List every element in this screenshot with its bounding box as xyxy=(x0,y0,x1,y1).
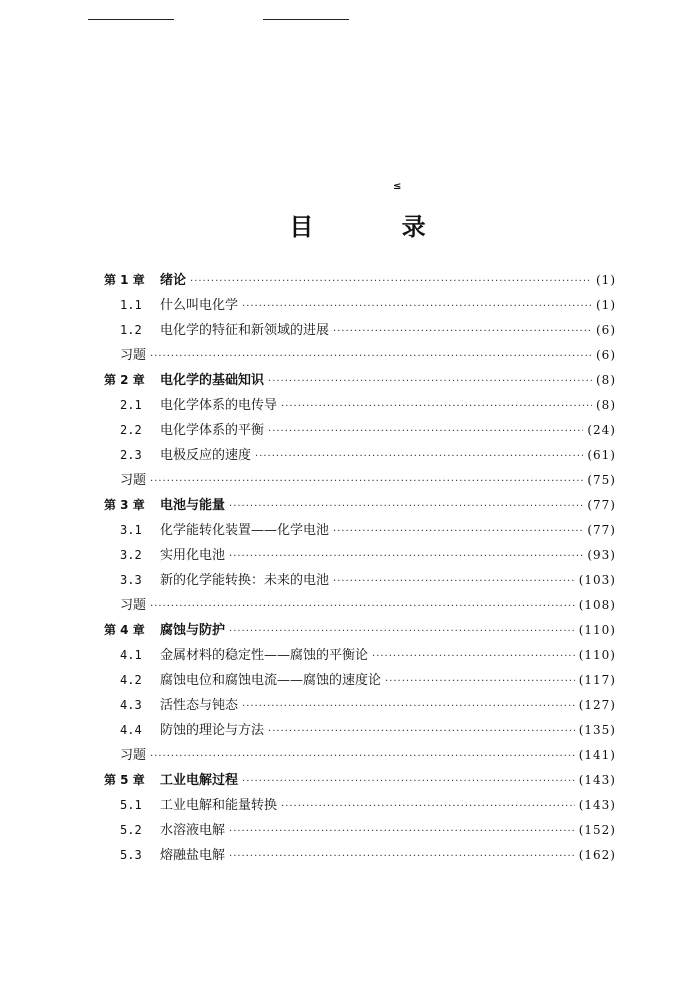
toc-entry-page: (110) xyxy=(578,623,616,637)
toc-leader-dots xyxy=(229,819,575,844)
toc-entry-page: (1) xyxy=(596,273,616,287)
toc-entry-title: 电池与能量 xyxy=(160,498,226,513)
toc-entry-title: 工业电解和能量转换 xyxy=(160,798,278,813)
toc-entry-chapter xyxy=(104,768,616,793)
toc-entry-title: 金属材料的稳定性——腐蚀的平衡论 xyxy=(160,648,369,663)
toc-leader-dots xyxy=(229,544,583,569)
toc-entry-number: 第 2 章 xyxy=(104,373,145,387)
toc-entry-title: 绪论 xyxy=(160,273,187,288)
toc-entry-title: 电化学体系的电传导 xyxy=(160,398,278,413)
toc-entry-page: (152) xyxy=(578,823,616,837)
toc-entry-title: 防蚀的理论与方法 xyxy=(160,723,265,738)
toc-entry-title: 习题 xyxy=(120,748,147,763)
toc-entry-title: 实用化电池 xyxy=(160,548,226,563)
toc-entry-number: 第 3 章 xyxy=(104,498,145,512)
toc-entry-number: 1.2 xyxy=(120,323,142,337)
toc-leader-dots xyxy=(190,269,592,294)
toc-entry-page: (135) xyxy=(578,723,616,737)
toc-leader-dots xyxy=(150,594,575,619)
toc-leader-dots xyxy=(242,769,575,794)
toc-leader-dots xyxy=(229,494,583,519)
toc-entry-page: (143) xyxy=(578,773,616,787)
toc-entry-section xyxy=(104,643,616,668)
toc-entry-title: 活性态与钝态 xyxy=(160,698,239,713)
toc-entry-page: (1) xyxy=(596,298,616,312)
toc-entry-section xyxy=(104,793,616,818)
top-rule-left xyxy=(88,19,174,20)
toc-leader-dots xyxy=(372,644,575,669)
toc-entry-chapter xyxy=(104,618,616,643)
toc-entry-title: 电极反应的速度 xyxy=(160,448,252,463)
toc-entry-title: 工业电解过程 xyxy=(160,773,239,788)
toc-entry-page: (75) xyxy=(587,473,616,487)
toc-entry-chapter xyxy=(104,268,616,293)
toc-entry-chapter xyxy=(104,493,616,518)
toc-entry-page: (77) xyxy=(587,498,616,512)
print-mark: ≤ xyxy=(393,181,402,192)
toc-entry-section xyxy=(104,568,616,593)
toc-leader-dots xyxy=(268,419,583,444)
toc-entry-title: 腐蚀电位和腐蚀电流——腐蚀的速度论 xyxy=(160,673,382,688)
toc-leader-dots xyxy=(255,444,583,469)
toc-leader-dots xyxy=(229,619,575,644)
toc-leader-dots xyxy=(333,319,592,344)
toc-entry-page: (162) xyxy=(578,848,616,862)
toc-entry-section xyxy=(104,418,616,443)
toc-entry-title: 化学能转化装置——化学电池 xyxy=(160,523,330,538)
toc-entry-number: 3.1 xyxy=(120,523,142,537)
toc-entry-number: 4.4 xyxy=(120,723,142,737)
toc-leader-dots xyxy=(385,669,575,694)
toc-entry-page: (24) xyxy=(587,423,616,437)
toc-entry-section xyxy=(104,443,616,468)
toc-entry-number: 4.1 xyxy=(120,648,142,662)
toc-leader-dots xyxy=(229,844,575,869)
toc-entry-number: 4.2 xyxy=(120,673,142,687)
toc-entry-section xyxy=(104,718,616,743)
page-title: 目 录 xyxy=(289,213,466,241)
toc-entry-title: 习题 xyxy=(120,473,147,488)
toc-entry-page: (8) xyxy=(596,398,616,412)
toc-entry-title: 电化学的基础知识 xyxy=(160,373,265,388)
toc-entry-number: 第 4 章 xyxy=(104,623,145,637)
toc-leader-dots xyxy=(281,794,575,819)
toc-entry-title: 习题 xyxy=(120,598,147,613)
toc-entry-page: (93) xyxy=(587,548,616,562)
toc-entry-page: (8) xyxy=(596,373,616,387)
toc-entry-number: 3.2 xyxy=(120,548,142,562)
toc-entry-title: 习题 xyxy=(120,348,147,363)
toc-entry-section xyxy=(104,518,616,543)
toc-entry-page: (103) xyxy=(578,573,616,587)
toc-entry-page: (77) xyxy=(587,523,616,537)
toc-entry-title: 腐蚀与防护 xyxy=(160,623,226,638)
toc-entry-page: (61) xyxy=(587,448,616,462)
toc-entry-exercise xyxy=(104,468,616,493)
toc-leader-dots xyxy=(333,569,575,594)
toc-entry-section xyxy=(104,393,616,418)
toc-entry-section xyxy=(104,818,616,843)
toc-leader-dots xyxy=(268,719,575,744)
toc-entry-number: 3.3 xyxy=(120,573,142,587)
toc-entry-number: 第 5 章 xyxy=(104,773,145,787)
toc-leader-dots xyxy=(281,394,592,419)
toc-entry-section xyxy=(104,843,616,868)
toc-leader-dots xyxy=(242,294,592,319)
toc-entry-chapter xyxy=(104,368,616,393)
toc-entry-number: 5.3 xyxy=(120,848,142,862)
toc-leader-dots xyxy=(268,369,592,394)
toc-entry-number: 第 1 章 xyxy=(104,273,145,287)
toc-leader-dots xyxy=(150,744,575,769)
toc-entry-section xyxy=(104,668,616,693)
toc-entry-number: 2.3 xyxy=(120,448,142,462)
toc-leader-dots xyxy=(333,519,583,544)
toc-entry-number: 2.1 xyxy=(120,398,142,412)
toc-entry-page: (141) xyxy=(578,748,616,762)
toc-entry-page: (127) xyxy=(578,698,616,712)
toc-entry-page: (143) xyxy=(578,798,616,812)
toc-leader-dots xyxy=(242,694,575,719)
toc-entry-page: (6) xyxy=(596,348,616,362)
toc-entry-title: 什么叫电化学 xyxy=(160,298,239,313)
toc-entry-title: 熔融盐电解 xyxy=(160,848,226,863)
toc-entry-page: (110) xyxy=(578,648,616,662)
toc-entry-exercise xyxy=(104,593,616,618)
toc-entry-number: 5.1 xyxy=(120,798,142,812)
toc-entry-title: 水溶液电解 xyxy=(160,823,226,838)
toc-entry-section xyxy=(104,293,616,318)
toc-entry-title: 电化学的特征和新领域的进展 xyxy=(160,323,330,338)
toc-entry-number: 5.2 xyxy=(120,823,142,837)
toc-entry-page: (6) xyxy=(596,323,616,337)
toc-leader-dots xyxy=(150,344,592,369)
toc-entry-title: 电化学体系的平衡 xyxy=(160,423,265,438)
toc-entry-section xyxy=(104,543,616,568)
toc-leader-dots xyxy=(150,469,583,494)
toc-entry-page: (108) xyxy=(578,598,616,612)
toc-entry-page: (117) xyxy=(578,673,616,687)
toc-entry-exercise xyxy=(104,743,616,768)
table-of-contents xyxy=(104,268,616,868)
toc-entry-section xyxy=(104,693,616,718)
top-rule-right xyxy=(263,19,349,20)
toc-entry-number: 4.3 xyxy=(120,698,142,712)
toc-entry-section xyxy=(104,318,616,343)
toc-entry-number: 1.1 xyxy=(120,298,142,312)
toc-entry-title: 新的化学能转换：未来的电池 xyxy=(160,573,330,588)
toc-entry-exercise xyxy=(104,343,616,368)
toc-entry-number: 2.2 xyxy=(120,423,142,437)
